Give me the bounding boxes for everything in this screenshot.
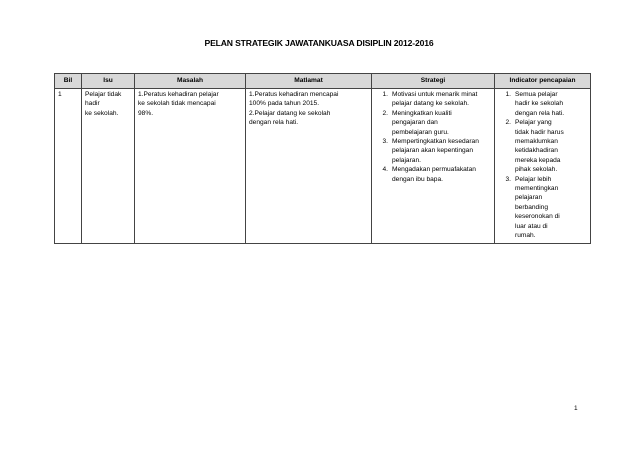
cell-bil: 1 (55, 89, 82, 244)
list-number: 3. (505, 175, 511, 183)
list-number: 1. (505, 91, 511, 98)
list-text: Pelajar yang tidak hadir harus memaklumkan ketidakhadiran mereka kepada pihak sekolah. (515, 119, 564, 174)
list-number: 1. (382, 91, 388, 98)
list-number: 2. (382, 109, 388, 117)
page-number: 1 (574, 405, 578, 412)
strategi-list (375, 90, 491, 184)
list-text: Meningkatkan kualiti pengajaran dan pembelajaran guru. (392, 109, 452, 136)
list-text: Mengadakan permuafakatan dengan ibu bapa. (392, 166, 476, 183)
header-indicator: Indicator pencapaian (495, 74, 591, 89)
list-text: Semua pelajar hadir ke sekolah dengan rela hati. (515, 91, 565, 117)
list-item (375, 137, 491, 165)
header-bil: Bil (55, 74, 82, 89)
header-masalah: Masalah (135, 74, 246, 89)
cell-isu: Pelajar tidak hadir ke sekolah. (82, 89, 135, 244)
document-title: PELAN STRATEGIK JAWATANKUASA DISIPLIN 2012-2016 (204, 38, 434, 48)
cell-indicator (495, 89, 591, 244)
list-text: Pelajar lebih mementingkan pelajaran berbanding keseronokan di luar atau di rumah. (515, 175, 560, 240)
list-number: 4. (382, 166, 388, 174)
list-item (375, 109, 491, 137)
list-item (375, 90, 491, 109)
list-item (498, 90, 587, 118)
strategic-plan-table (54, 73, 591, 244)
cell-strategi (372, 89, 495, 244)
header-isu: Isu (82, 74, 135, 89)
header-strategi: Strategi (372, 74, 495, 89)
list-text: Mempertingkatkan kesedaran pelajaran akan kepentingan pelajaran. (392, 138, 479, 164)
header-matlamat: Matlamat (246, 74, 372, 89)
table-row (55, 89, 591, 244)
list-item (498, 175, 587, 241)
list-text: Motivasi untuk menarik minat pelajar datang ke sekolah. (392, 91, 478, 108)
list-number: 3. (382, 138, 388, 146)
list-item (375, 165, 491, 184)
list-number: 2. (505, 119, 511, 127)
indicator-list (498, 90, 587, 241)
cell-masalah: 1.Peratus kehadiran pelajar ke sekolah tidak mencapai 98%. (135, 89, 246, 244)
cell-matlamat: 1.Peratus kehadiran mencapai 100% pada tahun 2015. 2.Pelajar datang ke sekolah dengan rela hati. (246, 89, 372, 244)
table-header-row (55, 74, 591, 89)
list-item (498, 118, 587, 174)
